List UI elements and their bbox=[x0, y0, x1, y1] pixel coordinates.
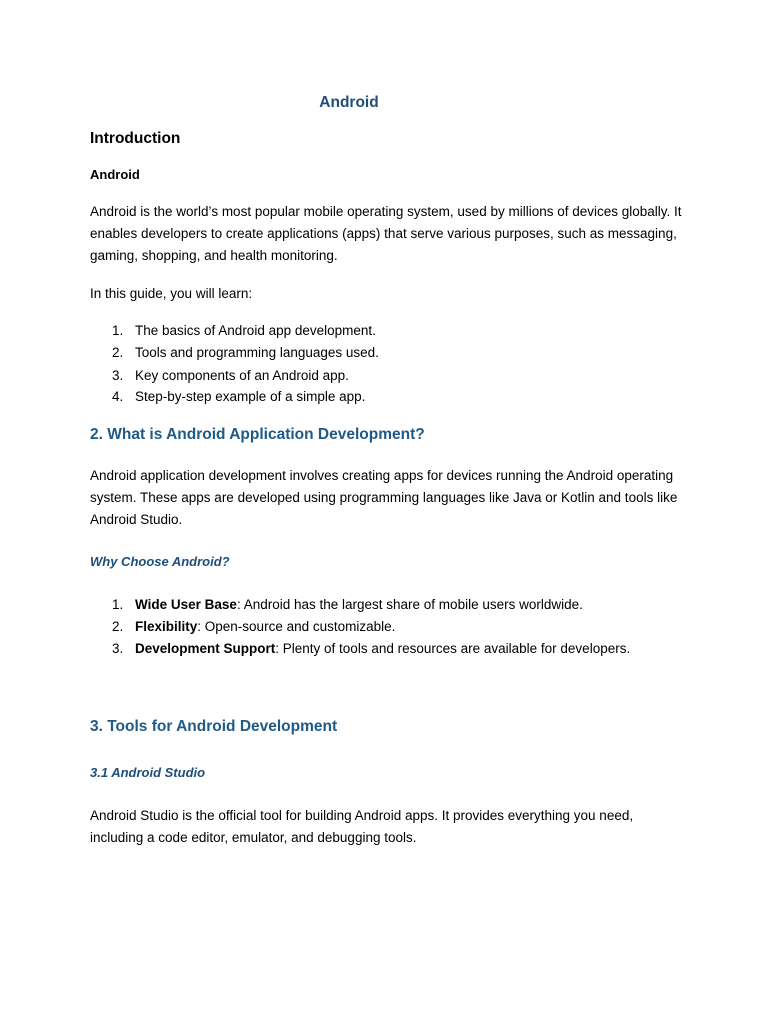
section3-heading: 3. Tools for Android Development bbox=[90, 718, 338, 735]
section2-paragraph: Android application development involves creating apps for devices running the Android operating system. These apps are developed using programming languages like Java or Kotlin and tools like Android Studio. bbox=[90, 468, 678, 527]
list-item: 1. The basics of Android app development. bbox=[112, 323, 376, 338]
document-title: Android bbox=[319, 94, 379, 111]
list-item: 2. Tools and programming languages used. bbox=[112, 345, 379, 360]
list-item: 3. Key components of an Android app. bbox=[112, 368, 349, 383]
list-item: 3. Development Support: Plenty of tools and resources are available for developers. bbox=[112, 641, 631, 656]
list-item: 1. Wide User Base: Android has the largest share of mobile users worldwide. bbox=[112, 597, 583, 612]
android-subheading: Android bbox=[90, 167, 140, 182]
why-choose-heading: Why Choose Android? bbox=[90, 554, 230, 569]
list-item: 2. Flexibility: Open-source and customizable. bbox=[112, 619, 396, 634]
section2-heading: 2. What is Android Application Development? bbox=[90, 426, 425, 443]
intro-paragraph: Android is the world’s most popular mobile operating system, used by millions of devices globally. It enables developers to create applications (apps) that serve various purposes, such as messaging, gaming, shopping, and health monitoring. bbox=[90, 204, 682, 263]
guide-intro-text: In this guide, you will learn: bbox=[90, 286, 253, 301]
list-item: 4. Step-by-step example of a simple app. bbox=[112, 389, 366, 404]
section31-paragraph: Android Studio is the official tool for building Android apps. It provides everything you need, including a code editor, emulator, and debugging tools. bbox=[90, 808, 634, 845]
introduction-heading: Introduction bbox=[90, 130, 181, 147]
section31-heading: 3.1 Android Studio bbox=[90, 765, 206, 780]
